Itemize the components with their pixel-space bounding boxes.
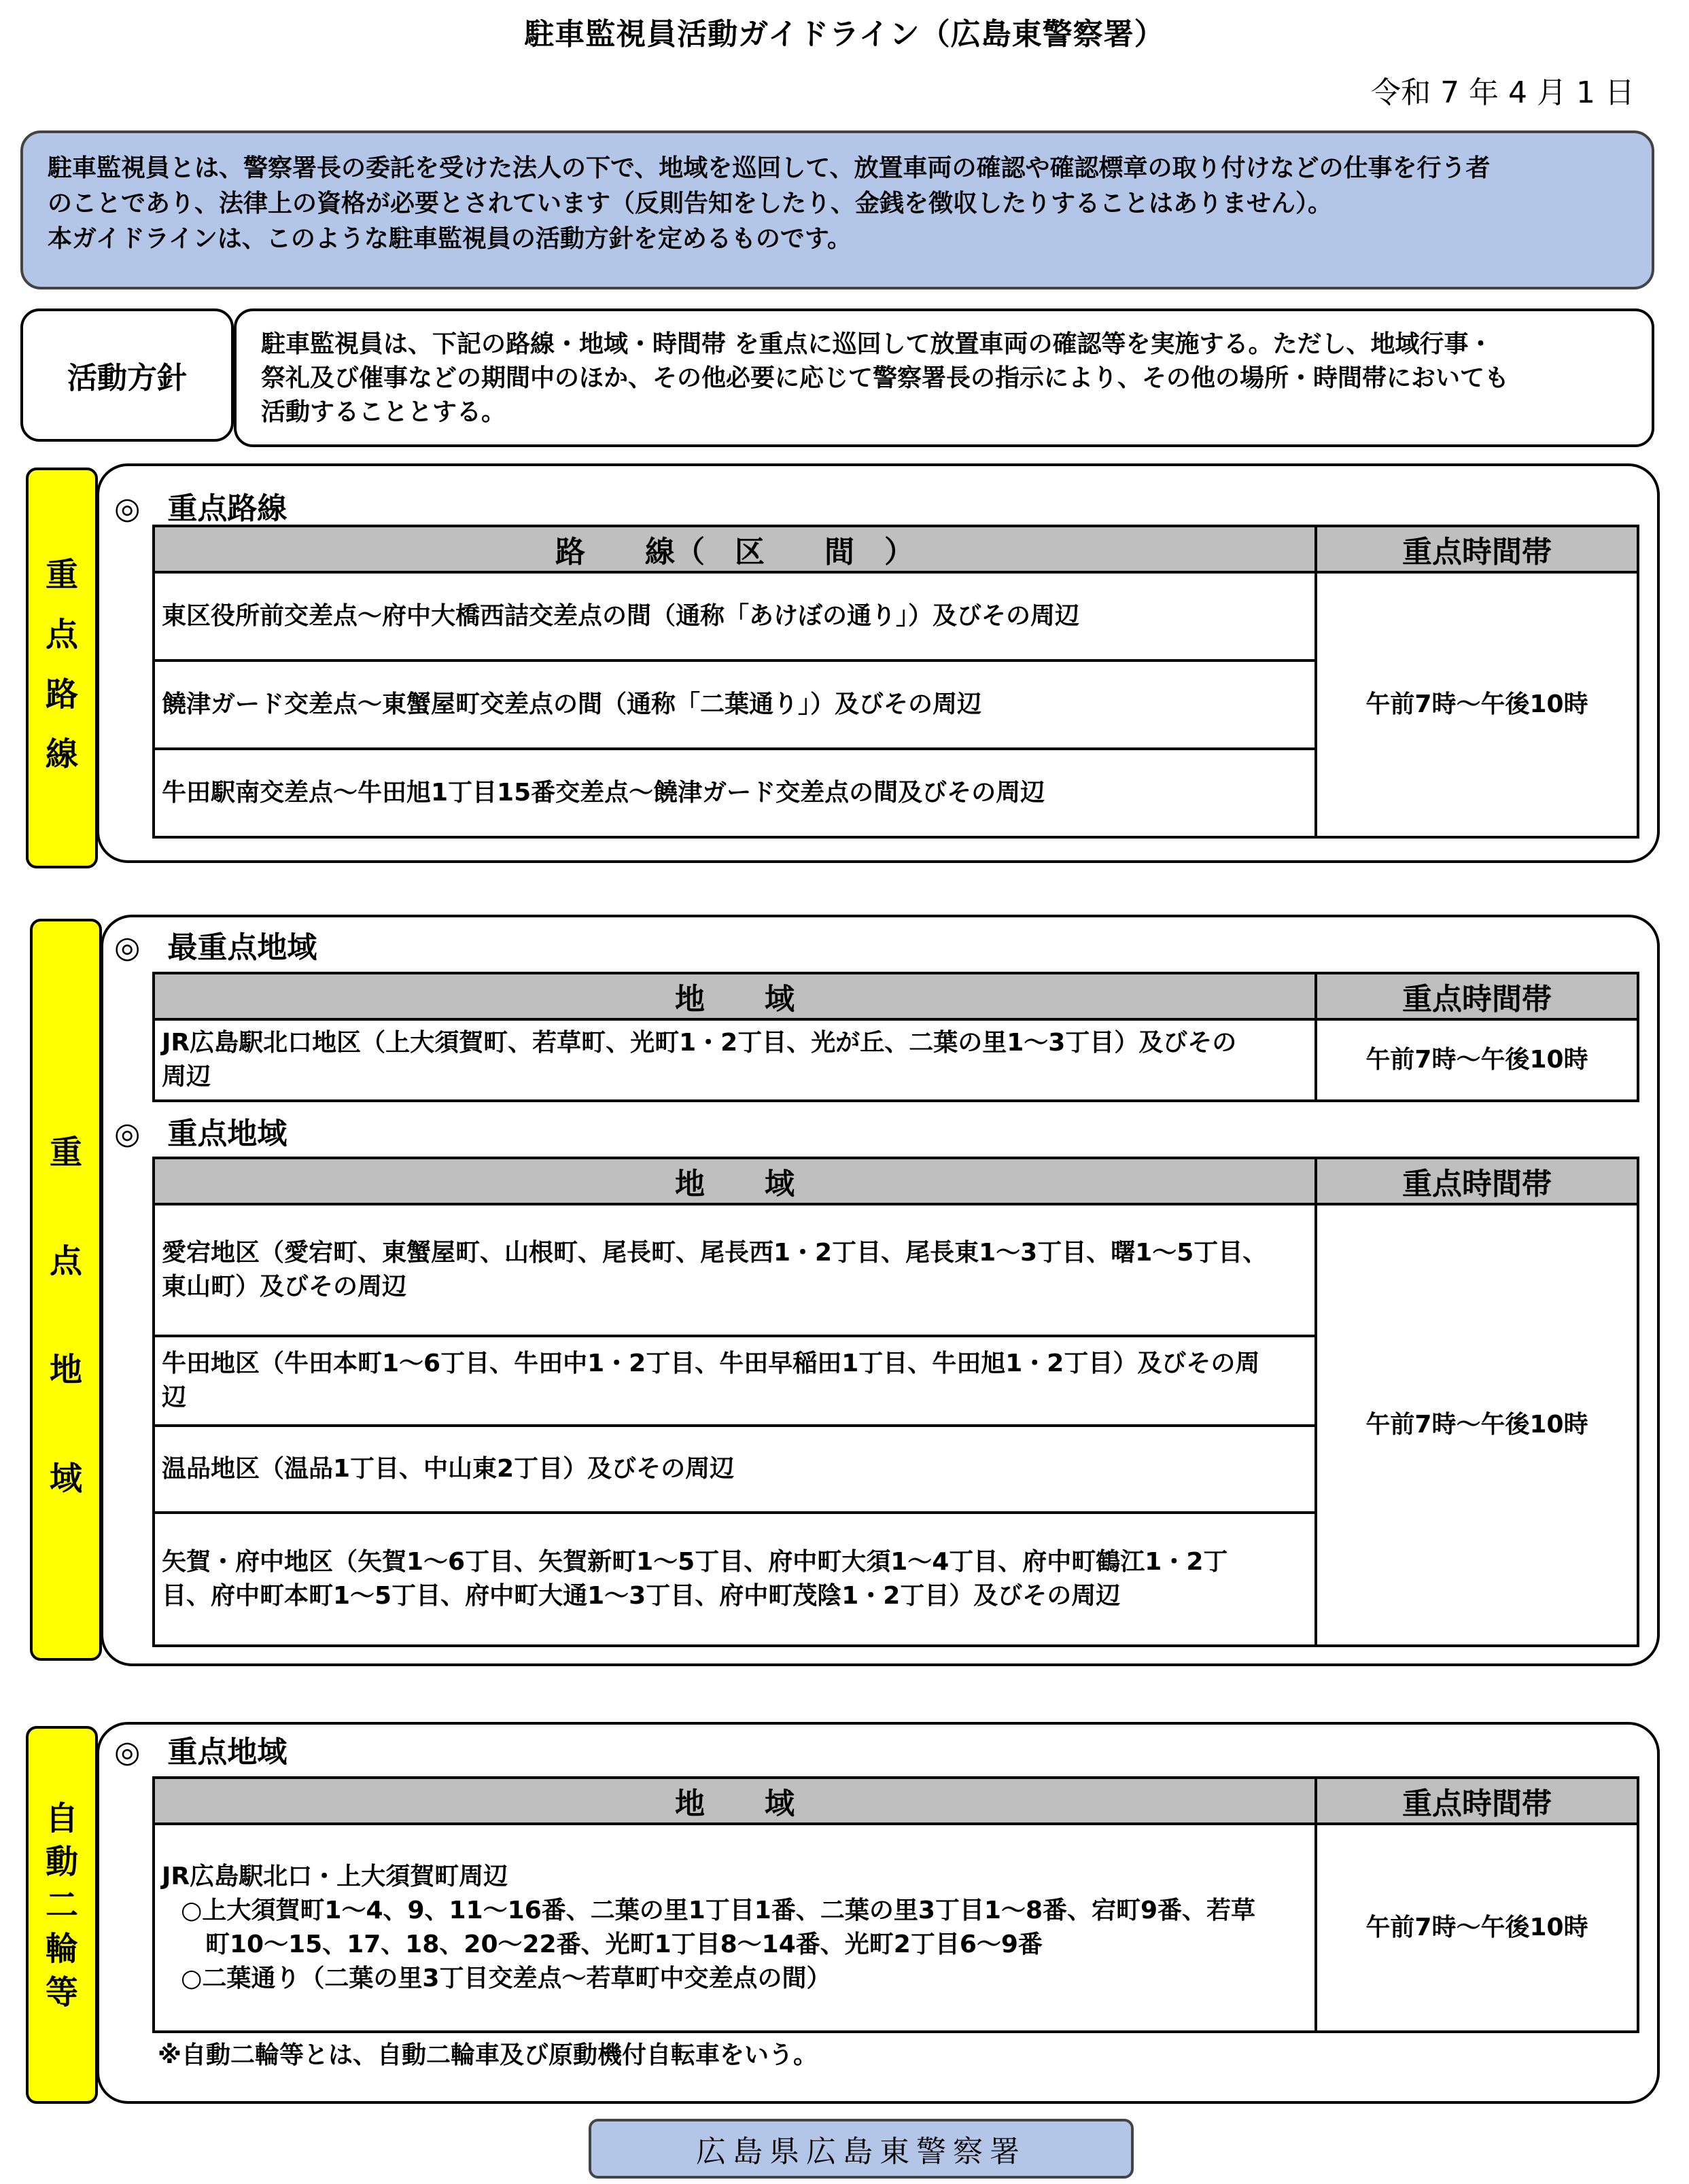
top-areas-col-header: 地 域 <box>154 973 1316 1019</box>
moto-line-4: ○二葉通り（二葉の里3丁目交差点～若草町中交差点の間） <box>181 1965 831 1992</box>
top-areas-row: JR広島駅北口地区（上大須賀町、若草町、光町1・2丁目、光が丘、二葉の里1～3丁目）及びその 周辺 <box>154 1019 1316 1101</box>
policy-line-1: 駐車監視員は、下記の路線・地域・時間帯 を重点に巡回して放置車両の確認等を実施する。ただし、地域行事・ <box>261 330 1493 358</box>
routes-col-header: 路 線（ 区 間 ） <box>154 526 1316 572</box>
areas-row-2: 牛田地区（牛田本町1～6丁目、牛田中1・2丁目、牛田早稲田1丁目、牛田旭1・2丁目）及びその周 辺 <box>154 1336 1316 1426</box>
top-areas-table <box>152 972 1639 1102</box>
moto-side-char: 二 <box>45 1886 78 1924</box>
moto-row <box>154 1824 1316 2032</box>
routes-side-char: 路 <box>45 675 78 714</box>
moto-side-label <box>26 1726 98 2104</box>
moto-time: 午前7時～午後10時 <box>1316 1824 1638 2032</box>
routes-side-char: 点 <box>45 616 78 654</box>
double-circle-icon: ◎ <box>114 1116 141 1151</box>
areas-side-char: 重 <box>49 1133 82 1172</box>
moto-note: ※自動二輪等とは、自動二輪車及び原動機付自転車をいう。 <box>158 2041 818 2069</box>
footer-agency: 広島県広島東警察署 <box>589 2119 1134 2179</box>
routes-side-char: 重 <box>45 556 78 594</box>
top-areas-time-header: 重点時間帯 <box>1316 973 1638 1019</box>
policy-line-2: 祭礼及び催事などの期間中のほか、その他必要に応じて警察署長の指示により、その他の場所・時間帯においても <box>261 364 1510 392</box>
moto-table <box>152 1776 1639 2033</box>
moto-line-2: ○上大須賀町1～4、9、11～16番、二葉の里1丁目1番、二葉の里3丁目1～8番、宕町9番、若草 <box>181 1897 1256 1924</box>
areas-side-char: 点 <box>49 1242 82 1280</box>
areas-row-3: 温品地区（温品1丁目、中山東2丁目）及びその周辺 <box>154 1426 1316 1513</box>
areas-row-4: 矢賀・府中地区（矢賀1～6丁目、矢賀新町1～5丁目、府中町大須1～4丁目、府中町鶴江1・2丁 目、府中町本町1～5丁目、府中町大通1～3丁目、府中町茂陰1・2丁目）及びその周辺 <box>154 1513 1316 1646</box>
areas-heading <box>114 1109 287 1152</box>
moto-line-1: JR広島駅北口・上大須賀町周辺 <box>162 1863 508 1890</box>
routes-heading-text: 重点路線 <box>167 491 288 526</box>
top-areas-heading-text: 最重点地域 <box>167 930 317 965</box>
intro-box <box>20 130 1654 289</box>
areas-col-header: 地 域 <box>154 1158 1316 1204</box>
routes-row-1: 東区役所前交差点～府中大橋西詰交差点の間（通称「あけぼの通り」）及びその周辺 <box>154 572 1316 661</box>
double-circle-icon: ◎ <box>114 930 141 965</box>
issue-date: 令和 7 年 4 月 1 日 <box>1371 75 1635 110</box>
moto-time-header: 重点時間帯 <box>1316 1778 1638 1824</box>
routes-time: 午前7時～午後10時 <box>1316 572 1638 837</box>
intro-line-3: 本ガイドラインは、このような駐車監視員の活動方針を定めるものです。 <box>48 225 852 253</box>
areas-time-header: 重点時間帯 <box>1316 1158 1638 1204</box>
moto-col-header: 地 域 <box>154 1778 1316 1824</box>
routes-side-char: 線 <box>45 735 78 773</box>
routes-side-label <box>26 468 98 868</box>
top-areas-heading <box>114 923 317 966</box>
moto-line-3: 町10～15、17、18、20～22番、光町1丁目8～14番、光町2丁目6～9番 <box>205 1931 1043 1958</box>
top-areas-time: 午前7時～午後10時 <box>1316 1019 1638 1101</box>
moto-side-char: 輪 <box>45 1930 78 1968</box>
areas-side-char: 地 <box>49 1351 82 1389</box>
moto-side-char: 等 <box>45 1973 78 2011</box>
areas-heading-text: 重点地域 <box>167 1116 288 1151</box>
policy-line-3: 活動することとする。 <box>261 398 506 426</box>
areas-row-1: 愛宕地区（愛宕町、東蟹屋町、山根町、尾長町、尾長西1・2丁目、尾長東1～3丁目、曙1～5丁目、 東山町）及びその周辺 <box>154 1204 1316 1336</box>
intro-line-1: 駐車監視員とは、警察署長の委託を受けた法人の下で、地域を巡回して、放置車両の確認や確認標章の取り付けなどの仕事を行う者 <box>48 154 1491 182</box>
routes-row-2: 饒津ガード交差点～東蟹屋町交差点の間（通称「二葉通り」）及びその周辺 <box>154 661 1316 749</box>
moto-heading-text: 重点地域 <box>167 1735 288 1769</box>
areas-time: 午前7時～午後10時 <box>1316 1204 1638 1646</box>
moto-heading <box>114 1727 287 1771</box>
areas-side-label <box>30 919 102 1661</box>
areas-table <box>152 1157 1639 1647</box>
page-title: 駐車監視員活動ガイドライン（広島東警察署） <box>524 17 1165 52</box>
routes-time-header: 重点時間帯 <box>1316 526 1638 572</box>
moto-side-char: 動 <box>45 1843 78 1881</box>
policy-text <box>234 309 1654 447</box>
routes-row-3: 牛田駅南交差点～牛田旭1丁目15番交差点～饒津ガード交差点の間及びその周辺 <box>154 749 1316 837</box>
double-circle-icon: ◎ <box>114 1735 141 1769</box>
moto-side-char: 自 <box>45 1799 78 1837</box>
routes-table <box>152 525 1639 839</box>
policy-label: 活動方針 <box>20 309 234 442</box>
intro-line-2: のことであり、法律上の資格が必要とされています（反則告知をしたり、金銭を徴収したりすることはありません）。 <box>48 190 1333 217</box>
double-circle-icon: ◎ <box>114 491 141 526</box>
routes-heading <box>114 484 287 527</box>
areas-side-char: 域 <box>49 1460 82 1498</box>
